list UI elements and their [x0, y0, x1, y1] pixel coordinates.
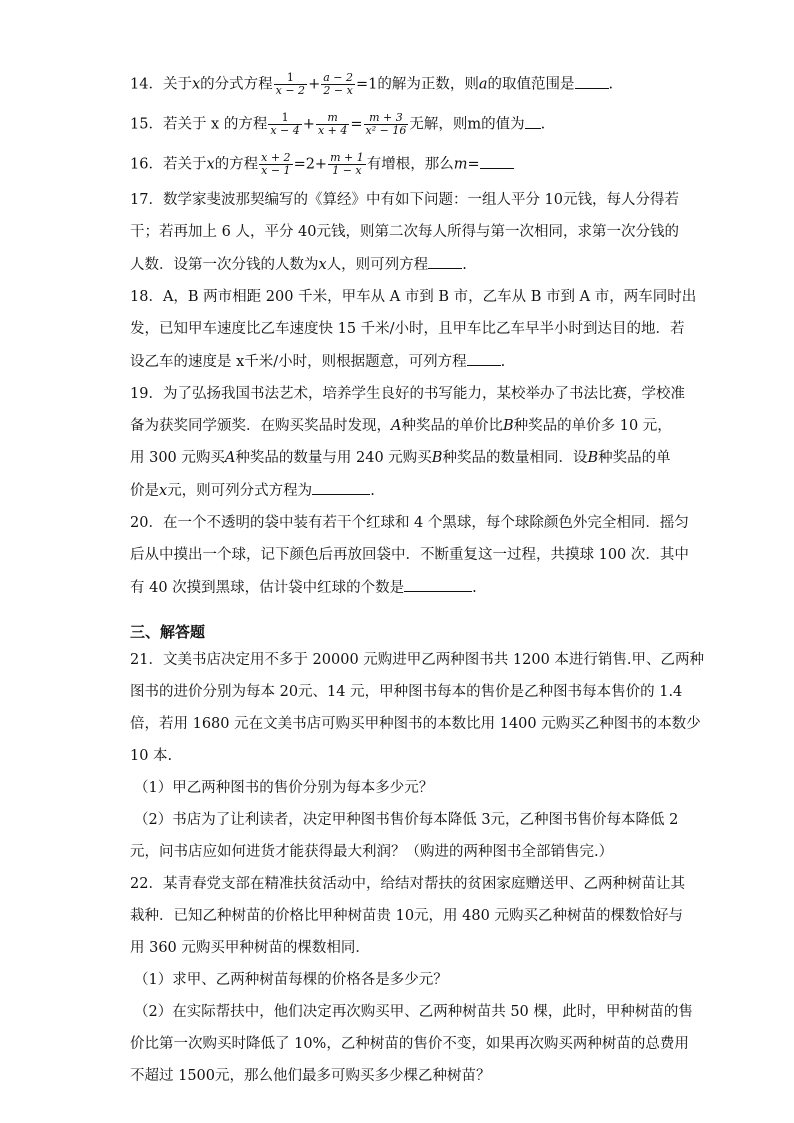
question-19-line-2: 备为获奖同学颁奖．在购买奖品时发现，A种奖品的单价比B种奖品的单价多 10 元， — [130, 418, 672, 434]
fraction: $\frac{m + 3}{\text{x² − 16}}$ — [365, 111, 407, 137]
question-22-line-3: 用 360 元购买甲种树苗的棵数相同． — [130, 940, 370, 956]
question-14: 14．关于x的分式方程 $\frac{1}{x - 2}$ + $\frac{a - 2}{2 - x}$ =1的解为正数，则a的取值范围是 . — [130, 71, 614, 97]
question-18: 18．A，B 两市相距 200 千米，甲车从 A 市到 B 市，乙车从 B 市到 A 市，两车同时出 — [130, 289, 697, 305]
question-22-line-2: 栽种．已知乙种树苗的价格比甲种树苗贵 10元，用 480 元购买乙种树苗的棵数恰好与 — [130, 908, 683, 924]
question-19-line-4: 价是x元，则可列分式方程为 . — [130, 480, 665, 501]
fraction: $\frac{1}{x - 4}$ — [270, 111, 300, 137]
question-17: 17．数学家斐波那契编写的《算经》中有如下问题：一组人平分 10元钱，每人分得若 — [130, 192, 680, 208]
question-21-part-1: （1）甲乙两种图书的售价分别为每本多少元？ — [134, 780, 434, 796]
question-22: 22．某青春党支部在精准扶贫活动中，给结对帮扶的贫困家庭赠送甲、乙两种树苗让其 — [130, 876, 685, 892]
question-21-line-3: 倍，若用 1680 元在文美书店可购买甲种图书的本数比用 1400 元购买乙种图书的本数少 — [130, 716, 701, 732]
answer-blank[interactable] — [575, 74, 609, 89]
question-19: 19．为了弘扬我国书法艺术，培养学生良好的书写能力，某校举办了书法比赛，学校准 — [130, 386, 685, 402]
answer-blank[interactable] — [467, 351, 501, 366]
question-21-line-2: 图书的进价分别为每本 20元、14 元，甲种图书每本的售价是乙种图书每本售价的 1.4 — [130, 684, 683, 700]
question-21-part-2-line-2: 元，问书店应如何进货才能获得最大利润？（购进的两种图书全部销售完.） — [130, 844, 614, 860]
question-21-line-4: 10 本. — [130, 748, 173, 764]
fraction: $\frac{x + 2}{x - 1}$ — [261, 151, 291, 177]
question-22-part-1: （1）求甲、乙两种树苗每棵的价格各是多少元？ — [134, 972, 448, 988]
question-17-line-3: 人数．设第一次分钱的人数为x人，则可列方程 . — [130, 254, 665, 275]
question-22-part-2-line-3: 不超过 1500元，那么他们最多可购买多少棵乙种树苗？ — [130, 1068, 491, 1084]
fraction: $\frac{m}{x + 4}$ — [317, 111, 348, 137]
fraction: $\frac{1}{x - 2}$ — [275, 71, 306, 97]
question-21: 21．文美书店决定用不多于 20000 元购进甲乙两种图书共 1200 本进行销售.甲、乙两种 — [130, 652, 705, 668]
answer-blank[interactable] — [404, 577, 472, 592]
question-20-line-2: 后从中摸出一个球，记下颜色后再放回袋中．不断重复这一过程，共摸球 100 次．其中 — [130, 547, 689, 563]
answer-blank[interactable] — [525, 114, 541, 129]
question-19-line-3: 用 300 元购买A种奖品的数量与用 240 元购买B种奖品的数量相同．设B种奖品的单 — [130, 450, 671, 466]
question-18-line-3: 设乙车的速度是 x千米/小时，则根据题意，可列方程 . — [130, 351, 665, 372]
question-20-line-3: 有 40 次摸到黑球，估计袋中红球的个数是 . — [130, 577, 665, 598]
question-22-part-2-line-2: 价比第一次购买时降低了 10%，乙种树苗的售价不变，如果再次购买两种树苗的总费用 — [130, 1036, 689, 1052]
answer-blank[interactable] — [428, 254, 462, 269]
question-17-line-2: 干；若再加上 6 人，平分 40元钱，则第二次每人所得与第一次相同，求第一次分钱的 — [130, 224, 680, 240]
answer-blank[interactable] — [480, 154, 514, 169]
fraction: $\frac{a - 2}{2 - x}$ — [323, 71, 353, 97]
question-21-part-2: （2）书店为了让利读者，决定甲种图书售价每本降低 3元，乙种图书售价每本降低 2 — [134, 812, 679, 828]
fraction: $\frac{m + 1}{1 - x}$ — [330, 151, 364, 177]
question-15: 15．若关于 x 的方程 $\frac{1}{x - 4}$ + $\frac{m}{x + 4}$ = $\frac{m + 3}{\text{x² − 16}}$ 无解，则m的值为 . — [130, 111, 546, 137]
question-18-line-2: 发，已知甲车速度比乙车速度快 15 千米/小时，且甲车比乙车早半小时到达目的地．若 — [130, 321, 685, 337]
section-heading: 三、解答题 — [130, 623, 206, 641]
question-22-part-2: （2）在实际帮扶中，他们决定再次购买甲、乙两种树苗共 50 棵，此时，甲种树苗的售 — [134, 1004, 693, 1020]
question-16: 16．若关于x的方程 $\frac{x + 2}{x - 1}$ =2+ $\frac{m + 1}{1 - x}$ 有增根，那么m= — [130, 152, 665, 177]
question-20: 20．在一个不透明的袋中装有若干个红球和 4 个黑球，每个球除颜色外完全相同．摇匀 — [130, 515, 689, 531]
answer-blank[interactable] — [312, 480, 370, 495]
